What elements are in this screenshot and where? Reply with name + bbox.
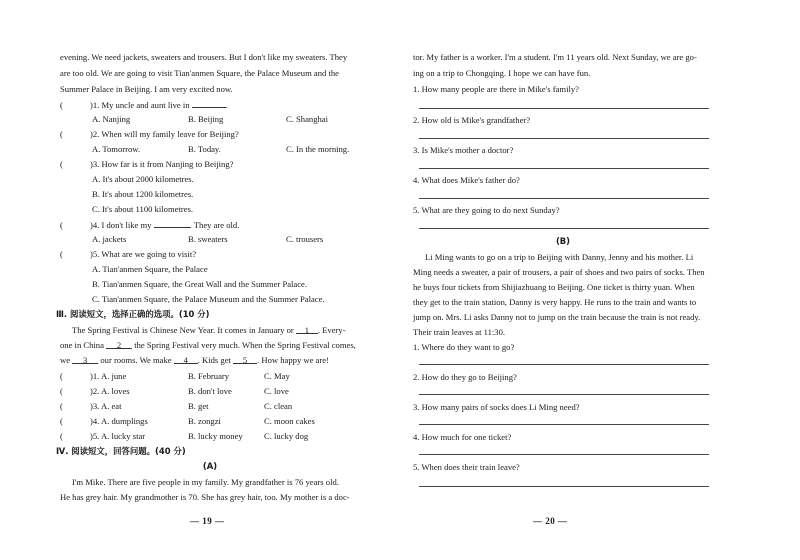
cloze-question: ( )5. A. lucky star <box>60 431 146 441</box>
passage-line: they get to the train station, Danny is very happy. He runs to the train and wants to <box>413 297 697 307</box>
option-c: C. lucky dog <box>264 431 309 441</box>
cloze-line: we 3 our rooms. We make 4 . Kids get 5 . How happy we are! <box>60 355 329 365</box>
answer-line[interactable] <box>419 364 709 365</box>
option-b: B. Today. <box>188 144 221 154</box>
question-a-3: 3. Is Mike's mother a doctor? <box>413 145 514 155</box>
option-c: C. May <box>264 371 290 381</box>
passage-b-title: (B) <box>555 236 571 246</box>
question-b-5: 5. When does their train leave? <box>413 462 520 472</box>
passage-line: jump on. Mrs. Li asks Danny not to jump on the train because the train is not ready. <box>413 312 701 322</box>
option-c: C. trousers <box>286 234 324 244</box>
cloze-line: The Spring Festival is Chinese New Year. It comes in January or 1 . Every- <box>72 325 346 335</box>
question-b-4: 4. How much for one ticket? <box>413 432 512 442</box>
question-a-1: 1. How many people are there in Mike's family? <box>413 84 579 94</box>
answer-line[interactable] <box>419 228 709 229</box>
option-a: A. It's about 2000 kilometres. <box>92 174 194 184</box>
question-2: ( )2. When will my family leave for Beijing? <box>60 129 239 139</box>
option-c: C. It's about 1100 kilometres. <box>92 204 194 214</box>
option-a: A. Tomorrow. <box>92 144 141 154</box>
question-b-3: 3. How many pairs of socks does Li Ming need? <box>413 402 580 412</box>
cloze-blank-2[interactable]: 2 <box>106 340 132 349</box>
page-number: — 19 — <box>190 516 225 526</box>
answer-line[interactable] <box>419 454 709 455</box>
option-c: C. In the morning. <box>286 144 350 154</box>
cloze-question: ( )2. A. loves <box>60 386 130 396</box>
option-a: A. Nanjing <box>92 114 131 124</box>
question-b-2: 2. How do they go to Beijing? <box>413 372 517 382</box>
option-b: B. lucky money <box>188 431 243 441</box>
option-b: B. Tian'anmen Square, the Great Wall and the Summer Palace. <box>92 279 308 289</box>
passage-line: tor. My father is a worker. I'm a student. I'm 11 years old. Next Sunday, we are go- <box>413 52 697 62</box>
cloze-blank-3[interactable]: 3 <box>72 355 98 364</box>
section-4-heading: Ⅳ. 阅读短文，回答问题。(40 分) <box>56 446 186 456</box>
option-b: B. don't love <box>188 386 232 396</box>
answer-blank[interactable] <box>192 99 226 108</box>
option-c: C. Shanghai <box>286 114 329 124</box>
answer-line[interactable] <box>419 138 709 139</box>
passage-line: Li Ming wants to go on a trip to Beijing with Danny, Jenny and his mother. Li <box>425 252 694 262</box>
answer-line[interactable] <box>419 198 709 199</box>
section-3-heading: Ⅲ. 阅读短文，选择正确的选项。(10 分) <box>56 309 210 319</box>
option-b: B. zongzi <box>188 416 221 426</box>
question-5: ( )5. What are we going to visit? <box>60 249 197 259</box>
question-3: ( )3. How far is it from Nanjing to Beijing? <box>60 159 234 169</box>
option-b: B. February <box>188 371 230 381</box>
cloze-blank-4[interactable]: 4 <box>174 355 198 364</box>
cloze-question: ( )1. A. june <box>60 371 127 381</box>
cloze-blank-5[interactable]: 5 <box>233 355 257 364</box>
question-a-5: 5. What are they going to do next Sunday? <box>413 205 560 215</box>
answer-line[interactable] <box>419 424 709 425</box>
cloze-blank-1[interactable]: 1 <box>296 325 318 334</box>
option-b: B. It's about 1200 kilometres. <box>92 189 194 199</box>
page-number: — 20 — <box>533 516 568 526</box>
passage-line: are too old. We are going to visit Tian'anmen Square, the Palace Museum and the <box>60 68 339 78</box>
answer-line[interactable] <box>419 394 709 395</box>
option-b: B. Beijing <box>188 114 224 124</box>
question-a-4: 4. What does Mike's father do? <box>413 175 520 185</box>
option-b: B. get <box>188 401 209 411</box>
question-b-1: 1. Where do they want to go? <box>413 342 515 352</box>
question-4: ( )4. I don't like my . They are old. <box>60 220 240 230</box>
question-1: ( )1. My uncle and aunt live in . <box>60 100 228 110</box>
passage-line: Summer Palace in Beijing. I am very excited now. <box>60 84 233 94</box>
answer-line[interactable] <box>419 108 709 109</box>
answer-line[interactable] <box>419 168 709 169</box>
passage-line: Ming needs a sweater, a pair of trousers, a pair of shoes and two pairs of socks. Then <box>413 267 705 277</box>
passage-line: he buys four tickets from Shijiazhuang to Beijing. One ticket is thirty yuan. When <box>413 282 695 292</box>
option-c: C. love <box>264 386 289 396</box>
option-a: A. jackets <box>92 234 127 244</box>
passage-line: ing on a trip to Chongqing. I hope we can have fun. <box>413 68 591 78</box>
passage-a-title: (A) <box>202 461 218 471</box>
passage-line: Their train leaves at 11:30. <box>413 327 506 337</box>
passage-line: I'm Mike. There are five people in my family. My grandfather is 76 years old. <box>72 477 339 487</box>
cloze-question: ( )4. A. dumplings <box>60 416 148 426</box>
option-b: B. sweaters <box>188 234 228 244</box>
cloze-line: one in China 2 the Spring Festival very much. When the Spring Festival comes, <box>60 340 356 350</box>
answer-blank[interactable] <box>154 219 190 228</box>
option-c: C. clean <box>264 401 293 411</box>
option-a: A. Tian'anmen Square, the Palace <box>92 264 208 274</box>
option-c: C. moon cakes <box>264 416 315 426</box>
cloze-question: ( )3. A. eat <box>60 401 122 411</box>
passage-line: He has grey hair. My grandmother is 70. She has grey hair, too. My mother is a doc- <box>60 492 350 502</box>
option-c: C. Tian'anmen Square, the Palace Museum and the Summer Palace. <box>92 294 325 304</box>
question-a-2: 2. How old is Mike's grandfather? <box>413 115 531 125</box>
answer-line[interactable] <box>419 486 709 487</box>
passage-line: evening. We need jackets, sweaters and trousers. But I don't like my sweaters. They <box>60 52 348 62</box>
